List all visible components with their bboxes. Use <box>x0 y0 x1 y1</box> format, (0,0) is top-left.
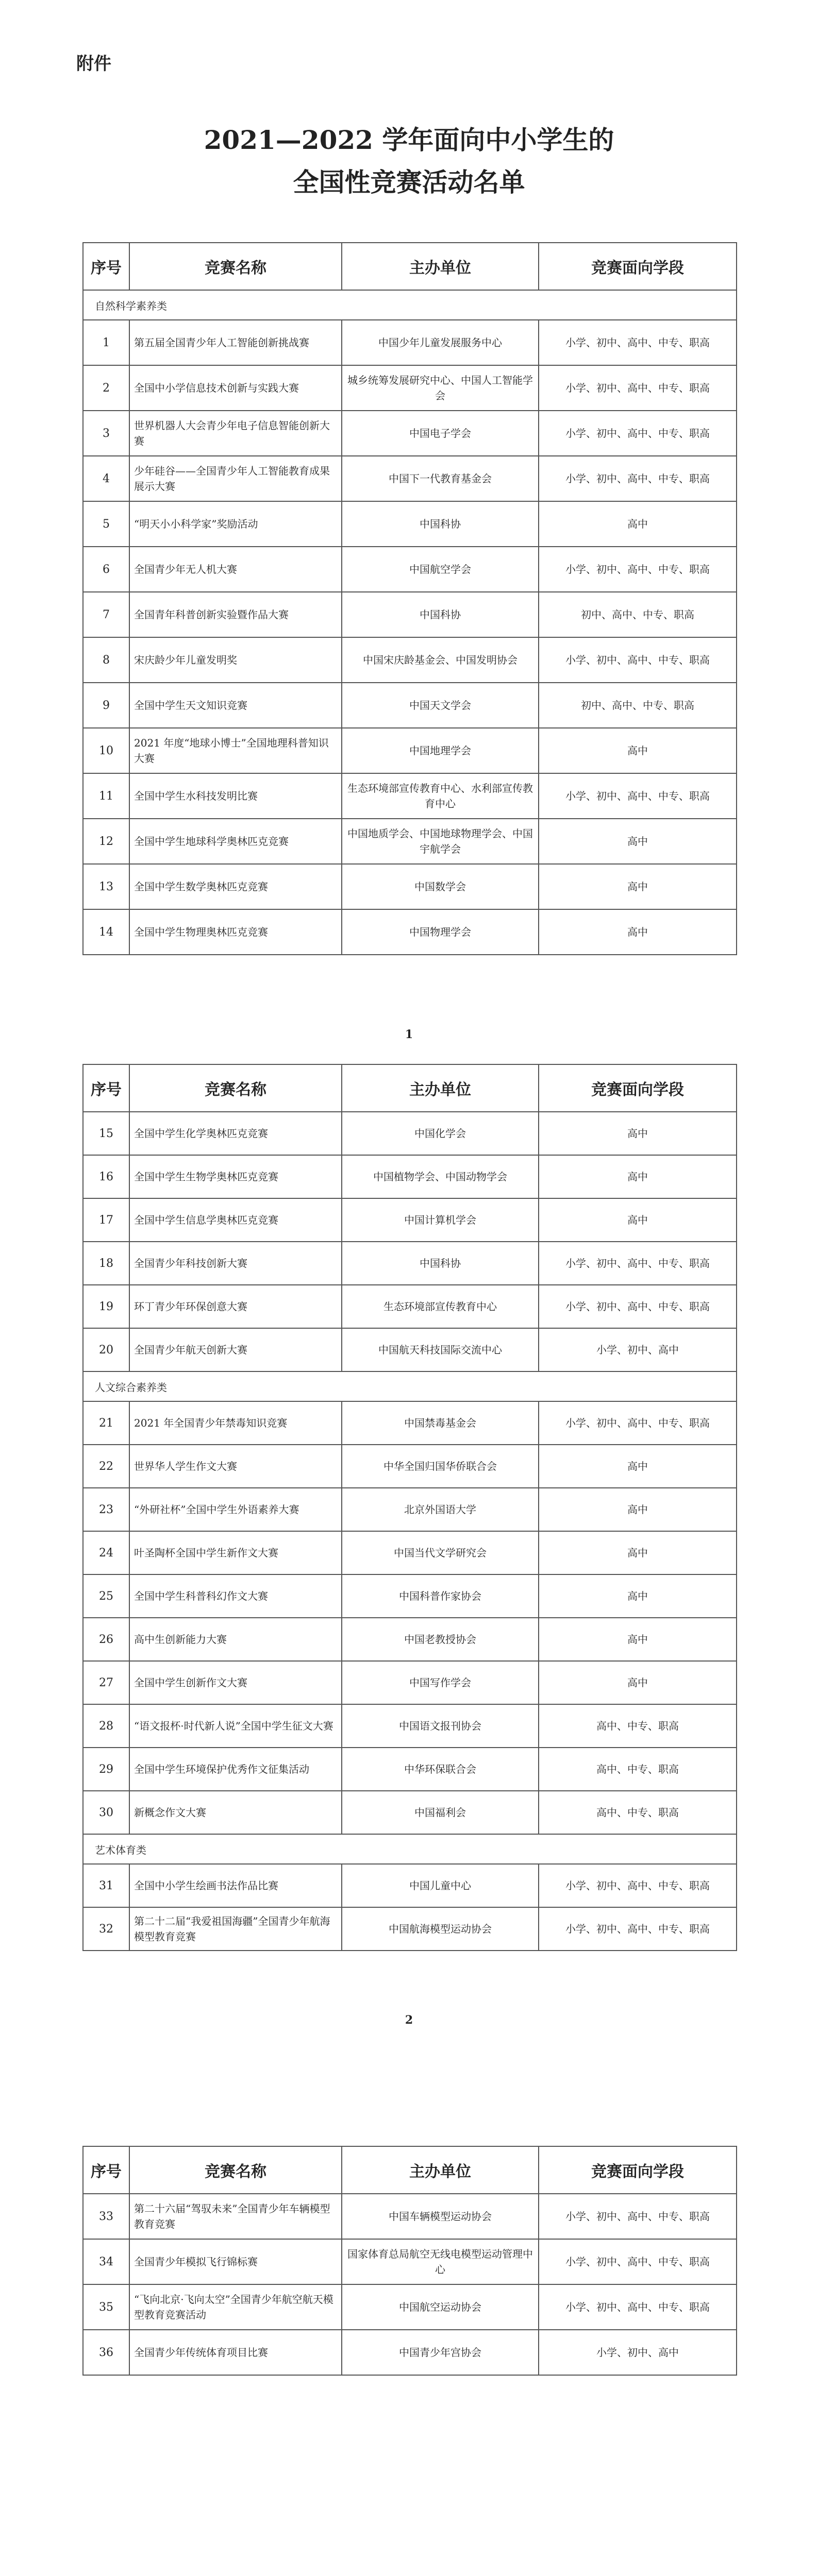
row-number: 3 <box>83 411 129 456</box>
school-level: 高中 <box>539 864 737 909</box>
header-org: 主办单位 <box>342 2146 539 2194</box>
organizer: 中国福利会 <box>342 1791 539 1834</box>
organizer: 中国科协 <box>342 501 539 547</box>
competition-name: 全国青少年传统体育项目比赛 <box>129 2330 342 2375</box>
category-row <box>83 1371 737 1401</box>
row-number: 27 <box>83 1661 129 1704</box>
row-number: 14 <box>83 909 129 955</box>
header-name: 竞赛名称 <box>129 1064 342 1112</box>
row-number: 32 <box>83 1907 129 1951</box>
organizer: 中国科普作家协会 <box>342 1574 539 1618</box>
row-number: 17 <box>83 1198 129 1242</box>
row-number: 21 <box>83 1401 129 1445</box>
organizer: 中国植物学会、中国动物学会 <box>342 1155 539 1198</box>
organizer: 中华环保联合会 <box>342 1748 539 1791</box>
table-row <box>83 1285 737 1328</box>
page-1 <box>0 0 818 1041</box>
school-level: 小学、初中、高中、中专、职高 <box>539 1285 737 1328</box>
competition-table-page-1 <box>82 242 737 955</box>
table-row <box>83 1864 737 1907</box>
organizer: 中国物理学会 <box>342 909 539 955</box>
table-row <box>83 411 737 456</box>
category-row <box>83 290 737 320</box>
row-number: 33 <box>83 2194 129 2239</box>
competition-table-page-2 <box>82 1064 737 1951</box>
competition-name: 全国中学生化学奥林匹克竞赛 <box>129 1112 342 1155</box>
competition-name: 全国青少年无人机大赛 <box>129 547 342 592</box>
school-level: 小学、初中、高中、中专、职高 <box>539 456 737 501</box>
category-row <box>83 1834 737 1864</box>
school-level: 高中 <box>539 909 737 955</box>
organizer: 中国宋庆龄基金会、中国发明协会 <box>342 637 539 683</box>
organizer: 中国禁毒基金会 <box>342 1401 539 1445</box>
competition-name: “外研社杯”全国中学生外语素养大赛 <box>129 1488 342 1531</box>
competition-name: 世界机器人大会青少年电子信息智能创新大赛 <box>129 411 342 456</box>
school-level: 高中、中专、职高 <box>539 1748 737 1791</box>
competition-name: 全国青年科普创新实验暨作品大赛 <box>129 592 342 637</box>
header-level: 竞赛面向学段 <box>539 2146 737 2194</box>
table-row <box>83 501 737 547</box>
row-number: 35 <box>83 2284 129 2330</box>
competition-name: 全国中学生地球科学奥林匹克竞赛 <box>129 819 342 864</box>
header-org: 主办单位 <box>342 1064 539 1112</box>
school-level: 高中 <box>539 1198 737 1242</box>
organizer: 城乡统筹发展研究中心、中国人工智能学会 <box>342 365 539 411</box>
header-name: 竞赛名称 <box>129 2146 342 2194</box>
table-row <box>83 909 737 955</box>
competition-name: “飞向北京·飞向太空”全国青少年航空航天模型教育竞赛活动 <box>129 2284 342 2330</box>
table-row <box>83 1907 737 1951</box>
header-no: 序号 <box>83 243 129 290</box>
row-number: 15 <box>83 1112 129 1155</box>
organizer: 中国地理学会 <box>342 728 539 773</box>
school-level: 小学、初中、高中、中专、职高 <box>539 320 737 365</box>
competition-name: 全国中学生环境保护优秀作文征集活动 <box>129 1748 342 1791</box>
organizer: 生态环境部宣传教育中心 <box>342 1285 539 1328</box>
table-row <box>83 864 737 909</box>
header-org: 主办单位 <box>342 243 539 290</box>
organizer: 中国下一代教育基金会 <box>342 456 539 501</box>
header-name: 竞赛名称 <box>129 243 342 290</box>
school-level: 高中 <box>539 1661 737 1704</box>
table-row <box>83 2330 737 2375</box>
competition-name: 全国中学生物理奥林匹克竞赛 <box>129 909 342 955</box>
organizer: 中国航空运动协会 <box>342 2284 539 2330</box>
competition-name: 全国青少年科技创新大赛 <box>129 1242 342 1285</box>
school-level: 小学、初中、高中、中专、职高 <box>539 2194 737 2239</box>
competition-name: 全国中学生生物学奥林匹克竞赛 <box>129 1155 342 1198</box>
row-number: 29 <box>83 1748 129 1791</box>
table-row <box>83 773 737 819</box>
competition-name: 新概念作文大赛 <box>129 1791 342 1834</box>
table-row <box>83 1488 737 1531</box>
competition-name: 第二十二届“我爱祖国海疆”全国青少年航海模型教育竞赛 <box>129 1907 342 1951</box>
school-level: 小学、初中、高中 <box>539 2330 737 2375</box>
row-number: 36 <box>83 2330 129 2375</box>
row-number: 2 <box>83 365 129 411</box>
table-row <box>83 2284 737 2330</box>
row-number: 31 <box>83 1864 129 1907</box>
organizer: 国家体育总局航空无线电模型运动管理中心 <box>342 2239 539 2284</box>
row-number: 4 <box>83 456 129 501</box>
page-number: 2 <box>405 2013 413 2027</box>
organizer: 中国航天科技国际交流中心 <box>342 1328 539 1371</box>
table-row <box>83 1112 737 1155</box>
school-level: 初中、高中、中专、职高 <box>539 592 737 637</box>
row-number: 10 <box>83 728 129 773</box>
competition-name: 全国青少年模拟飞行锦标赛 <box>129 2239 342 2284</box>
row-number: 1 <box>83 320 129 365</box>
row-number: 26 <box>83 1618 129 1661</box>
row-number: 8 <box>83 637 129 683</box>
organizer: 生态环境部宣传教育中心、水利部宣传教育中心 <box>342 773 539 819</box>
competition-name: 全国中学生数学奥林匹克竞赛 <box>129 864 342 909</box>
organizer: 中国计算机学会 <box>342 1198 539 1242</box>
organizer: 中国老教授协会 <box>342 1618 539 1661</box>
school-level: 初中、高中、中专、职高 <box>539 683 737 728</box>
school-level: 小学、初中、高中、中专、职高 <box>539 365 737 411</box>
organizer: 中国少年儿童发展服务中心 <box>342 320 539 365</box>
school-level: 小学、初中、高中、中专、职高 <box>539 1907 737 1951</box>
table-row <box>83 1531 737 1574</box>
competition-name: 环丁青少年环保创意大赛 <box>129 1285 342 1328</box>
competition-name: 全国中学生天文知识竞赛 <box>129 683 342 728</box>
row-number: 16 <box>83 1155 129 1198</box>
organizer: 中国语文报刊协会 <box>342 1704 539 1748</box>
table-row <box>83 1618 737 1661</box>
competition-name: 全国中小学生绘画书法作品比赛 <box>129 1864 342 1907</box>
row-number: 22 <box>83 1445 129 1488</box>
organizer: 中国车辆模型运动协会 <box>342 2194 539 2239</box>
table-row <box>83 456 737 501</box>
page-number: 1 <box>405 1028 413 1041</box>
header-level: 竞赛面向学段 <box>539 243 737 290</box>
row-number: 19 <box>83 1285 129 1328</box>
school-level: 小学、初中、高中、中专、职高 <box>539 411 737 456</box>
organizer: 中国写作学会 <box>342 1661 539 1704</box>
page-3 <box>0 2061 818 2576</box>
table-row <box>83 1328 737 1371</box>
school-level: 高中 <box>539 819 737 864</box>
table-row <box>83 365 737 411</box>
row-number: 30 <box>83 1791 129 1834</box>
school-level: 高中 <box>539 1574 737 1618</box>
competition-name: 2021 年全国青少年禁毒知识竞赛 <box>129 1401 342 1445</box>
row-number: 13 <box>83 864 129 909</box>
table-row <box>83 320 737 365</box>
competition-table-page-3 <box>82 2146 737 2376</box>
row-number: 7 <box>83 592 129 637</box>
school-level: 小学、初中、高中、中专、职高 <box>539 773 737 819</box>
school-level: 小学、初中、高中 <box>539 1328 737 1371</box>
row-number: 25 <box>83 1574 129 1618</box>
school-level: 高中、中专、职高 <box>539 1791 737 1834</box>
organizer: 中国科协 <box>342 592 539 637</box>
school-level: 高中 <box>539 1531 737 1574</box>
organizer: 中国天文学会 <box>342 683 539 728</box>
table-row <box>83 1661 737 1704</box>
organizer: 中国化学会 <box>342 1112 539 1155</box>
competition-name: 高中生创新能力大赛 <box>129 1618 342 1661</box>
table-row <box>83 1445 737 1488</box>
row-number: 6 <box>83 547 129 592</box>
row-number: 34 <box>83 2239 129 2284</box>
school-level: 高中 <box>539 501 737 547</box>
organizer: 中国航海模型运动协会 <box>342 1907 539 1951</box>
competition-name: 全国青少年航天创新大赛 <box>129 1328 342 1371</box>
table-row <box>83 1155 737 1198</box>
competition-name: 全国中学生创新作文大赛 <box>129 1661 342 1704</box>
school-level: 高中 <box>539 1445 737 1488</box>
category-label: 艺术体育类 <box>83 1834 737 1864</box>
row-number: 24 <box>83 1531 129 1574</box>
header-no: 序号 <box>83 1064 129 1112</box>
attachment-label: 附件 <box>76 54 111 74</box>
school-level: 小学、初中、高中、中专、职高 <box>539 637 737 683</box>
table-row <box>83 547 737 592</box>
organizer: 中国青少年宫协会 <box>342 2330 539 2375</box>
organizer: 中国数学会 <box>342 864 539 909</box>
organizer: 中国儿童中心 <box>342 1864 539 1907</box>
row-number: 18 <box>83 1242 129 1285</box>
school-level: 小学、初中、高中、中专、职高 <box>539 2239 737 2284</box>
table-row <box>83 819 737 864</box>
competition-name: 全国中学生信息学奥林匹克竞赛 <box>129 1198 342 1242</box>
row-number: 20 <box>83 1328 129 1371</box>
row-number: 28 <box>83 1704 129 1748</box>
table-row <box>83 1574 737 1618</box>
document-title-line-2: 全国性竞赛活动名单 <box>293 167 525 197</box>
competition-name: 第二十六届“驾驭未来”全国青少年车辆模型教育竞赛 <box>129 2194 342 2239</box>
school-level: 小学、初中、高中、中专、职高 <box>539 1401 737 1445</box>
competition-name: “明天小小科学家”奖励活动 <box>129 501 342 547</box>
table-row <box>83 2239 737 2284</box>
school-level: 高中 <box>539 728 737 773</box>
category-label: 自然科学素养类 <box>83 290 737 320</box>
organizer: 中国科协 <box>342 1242 539 1285</box>
organizer: 北京外国语大学 <box>342 1488 539 1531</box>
competition-name: 第五届全国青少年人工智能创新挑战赛 <box>129 320 342 365</box>
school-level: 小学、初中、高中、中专、职高 <box>539 1864 737 1907</box>
table-row <box>83 1242 737 1285</box>
competition-name: 全国中小学信息技术创新与实践大赛 <box>129 365 342 411</box>
school-level: 高中、中专、职高 <box>539 1704 737 1748</box>
row-number: 9 <box>83 683 129 728</box>
category-label: 人文综合素养类 <box>83 1371 737 1401</box>
competition-name: 世界华人学生作文大赛 <box>129 1445 342 1488</box>
table-row <box>83 637 737 683</box>
table-row <box>83 1748 737 1791</box>
competition-name: 少年硅谷——全国青少年人工智能教育成果展示大赛 <box>129 456 342 501</box>
table-row <box>83 728 737 773</box>
school-level: 高中 <box>539 1155 737 1198</box>
row-number: 23 <box>83 1488 129 1531</box>
school-level: 高中 <box>539 1488 737 1531</box>
organizer: 中华全国归国华侨联合会 <box>342 1445 539 1488</box>
competition-name: “语文报杯·时代新人说”全国中学生征文大赛 <box>129 1704 342 1748</box>
school-level: 小学、初中、高中、中专、职高 <box>539 547 737 592</box>
school-level: 高中 <box>539 1112 737 1155</box>
table-row <box>83 683 737 728</box>
document-title-line-1: 2021—2022 学年面向中小学生的 <box>204 125 614 155</box>
table-row <box>83 1791 737 1834</box>
table-row <box>83 592 737 637</box>
row-number: 11 <box>83 773 129 819</box>
competition-name: 全国中学生科普科幻作文大赛 <box>129 1574 342 1618</box>
row-number: 5 <box>83 501 129 547</box>
table-row <box>83 1401 737 1445</box>
competition-name: 2021 年度“地球小博士”全国地理科普知识大赛 <box>129 728 342 773</box>
table-row <box>83 1704 737 1748</box>
organizer: 中国电子学会 <box>342 411 539 456</box>
page-2 <box>0 1030 818 2061</box>
school-level: 小学、初中、高中、中专、职高 <box>539 2284 737 2330</box>
table-row <box>83 1198 737 1242</box>
header-level: 竞赛面向学段 <box>539 1064 737 1112</box>
organizer: 中国地质学会、中国地球物理学会、中国宇航学会 <box>342 819 539 864</box>
header-no: 序号 <box>83 2146 129 2194</box>
competition-name: 全国中学生水科技发明比赛 <box>129 773 342 819</box>
organizer: 中国航空学会 <box>342 547 539 592</box>
organizer: 中国当代文学研究会 <box>342 1531 539 1574</box>
school-level: 小学、初中、高中、中专、职高 <box>539 1242 737 1285</box>
school-level: 高中 <box>539 1618 737 1661</box>
row-number: 12 <box>83 819 129 864</box>
table-row <box>83 2194 737 2239</box>
competition-name: 宋庆龄少年儿童发明奖 <box>129 637 342 683</box>
competition-name: 叶圣陶杯全国中学生新作文大赛 <box>129 1531 342 1574</box>
